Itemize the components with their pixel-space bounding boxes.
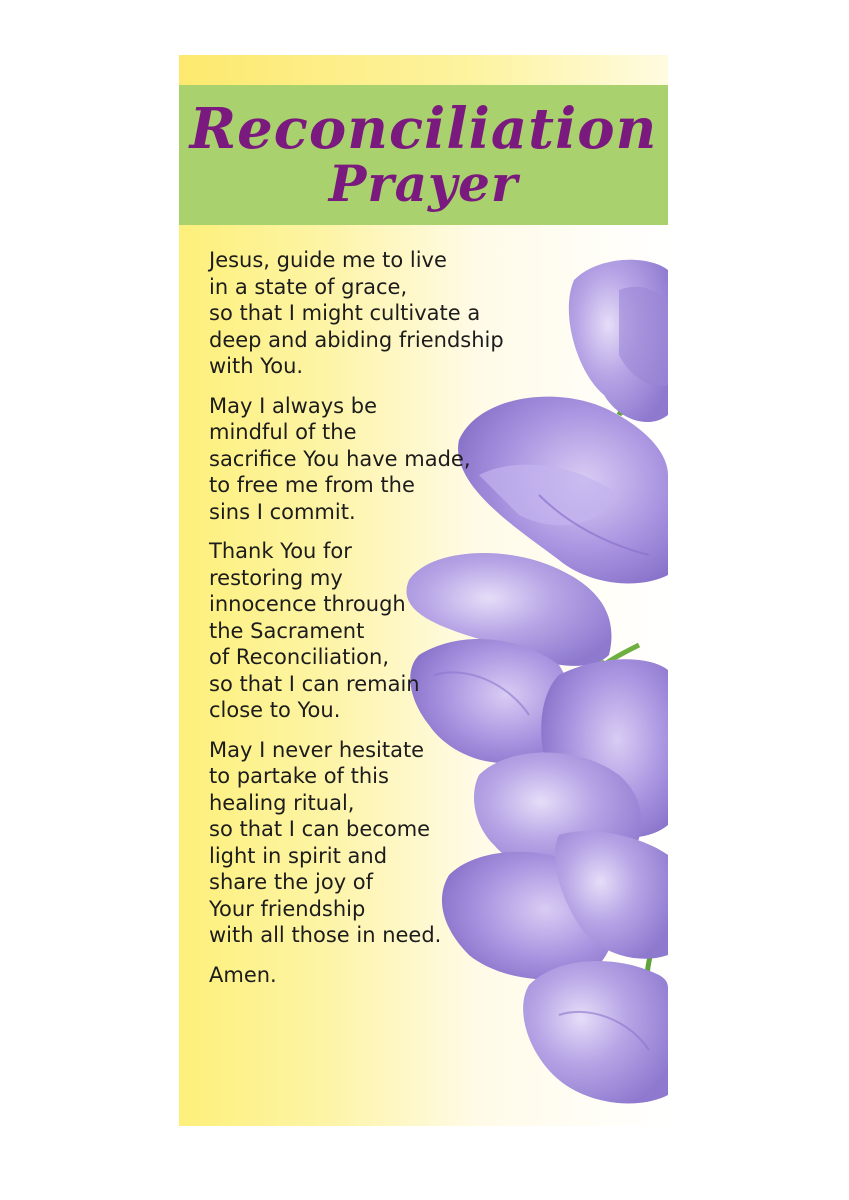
prayer-line: with You.	[209, 354, 304, 378]
prayer-card	[179, 55, 668, 1126]
prayer-line: the Sacrament	[209, 618, 365, 643]
prayer-line: healing ritual,	[209, 790, 355, 815]
prayer-line: to free me from the	[209, 473, 415, 497]
prayer-line: mindful of the	[209, 420, 357, 444]
prayer-line: Jesus, guide me to live	[209, 248, 447, 272]
stanza-2	[209, 393, 549, 526]
prayer-line: sacrifice You have made,	[209, 446, 471, 471]
prayer-line: innocence through	[209, 592, 406, 616]
prayer-line: sins I commit.	[209, 499, 356, 524]
stanza-1	[209, 247, 549, 380]
prayer-line: so that I might cultivate a	[209, 301, 481, 325]
prayer-line: Your friendship	[209, 896, 366, 921]
prayer-line: in a state of grace,	[209, 274, 408, 299]
title-line-1: Reconciliation	[189, 96, 658, 162]
prayer-line: of Reconciliation,	[209, 645, 390, 669]
prayer-line: so that I can remain	[209, 671, 420, 696]
prayer-line: close to You.	[209, 698, 341, 722]
prayer-line: deep and abiding friendship	[209, 327, 504, 352]
prayer-line: share the joy of	[209, 870, 374, 894]
stanza-3	[209, 538, 549, 724]
amen-line: Amen.	[209, 962, 277, 987]
closing	[209, 962, 549, 989]
prayer-text	[209, 247, 549, 1001]
prayer-line: so that I can become	[209, 817, 431, 841]
title-line-2: Prayer	[328, 154, 519, 213]
prayer-line: to partake of this	[209, 764, 389, 788]
prayer-line: May I always be	[209, 393, 377, 418]
prayer-line: restoring my	[209, 565, 343, 590]
prayer-line: May I never hesitate	[209, 737, 425, 762]
stanza-4	[209, 737, 549, 949]
prayer-line: Thank You for	[209, 539, 352, 563]
prayer-line: light in spirit and	[209, 843, 388, 868]
prayer-line: with all those in need.	[209, 923, 442, 947]
